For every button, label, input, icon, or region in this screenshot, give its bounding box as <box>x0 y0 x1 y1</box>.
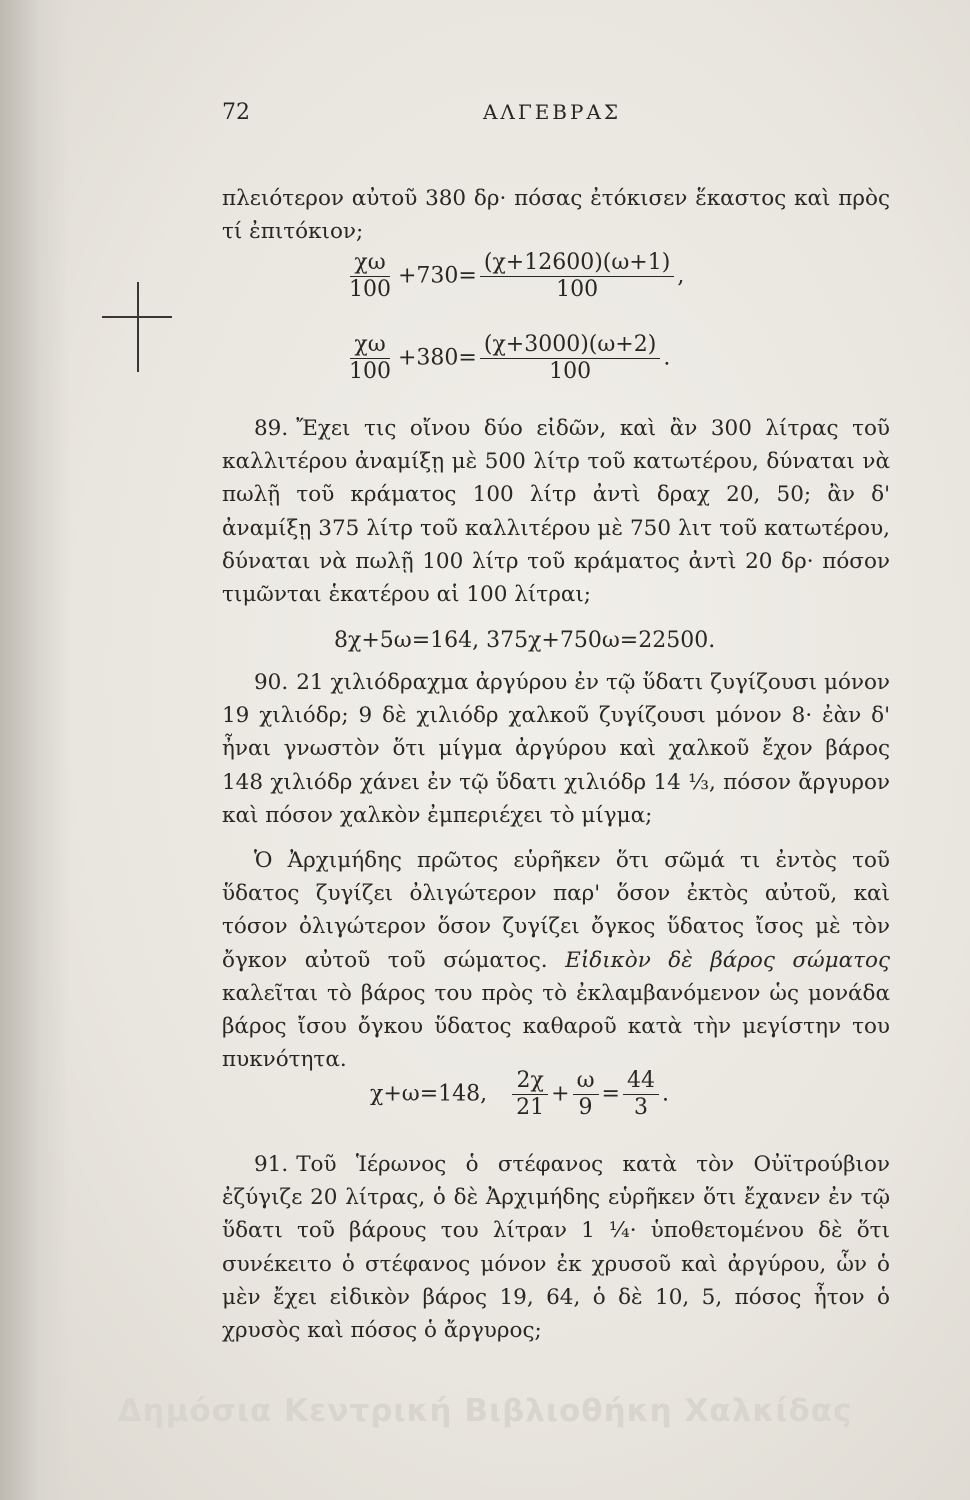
paragraph-text: Ὁ Ἀρχιμήδης πρῶτος εὑρῆκεν ὅτι σῶμά τι ἐντὸς τοῦ ὕδατος ζυγίζει ὀλιγώτερον παρ' ὅσον ἐκτὸς αὐτοῦ, καὶ τόσον ὀλιγώτερον ὅσον ζυγίζει ὄγκος ὕδατος ἴσος μὲ τὸν ὄγκον αὐτοῦ τοῦ σώματος. <box>222 848 890 973</box>
problem-90 <box>222 666 890 832</box>
equation-90 <box>370 1068 669 1121</box>
fraction-numerator: 44 <box>623 1068 659 1095</box>
equation-operator: + <box>551 1081 570 1107</box>
problem-number: 90. <box>254 670 289 695</box>
fraction <box>345 332 395 385</box>
equation-operator: = <box>601 1081 620 1107</box>
fraction-numerator: χω <box>350 250 389 277</box>
fraction-numerator: (χ+3000)(ω+2) <box>480 332 660 359</box>
problem-text: Τοῦ Ἱέρωνος ὁ στέφανος κατὰ τὸν Οὐϊτρούβιον ἐζύγιζε 20 λίτρας, ὁ δὲ Ἀρχιμήδης εὑρῆκεν ὅτι ἔχανεν ἐν τῷ ὕδατι τοῦ βάρους του λίτραν 1 ¼· ὑποθετομένου δὲ ὅτι συνέκειτο ὁ στέφανος μόνον ἐκ χρυσοῦ καὶ ἀργύρου, ὧν ὁ μὲν ἔχει εἰδικὸν βάρος 19, 64, ὁ δὲ 10, 5, πόσος ἦτον ὁ χρυσὸς καὶ πόσος ὁ ἄργυρος; <box>222 1152 890 1344</box>
equation-term: +730= <box>398 263 477 289</box>
problem-91 <box>222 1148 890 1347</box>
problem-number: 91. <box>254 1152 289 1177</box>
fraction <box>480 332 660 385</box>
library-watermark: Δημόσια Κεντρική Βιβλιοθήκη Χαλκίδας <box>117 1393 853 1429</box>
paragraph-text: καλεῖται τὸ βάρος του πρὸς τὸ ἐκλαμβανόμενον ὡς μονάδα βάρος ἴσου ὄγκου ὕδατος καθαροῦ κατὰ τὴν μεγίστην του πυκνότητα. <box>222 980 890 1073</box>
equation-term: +380= <box>398 345 477 371</box>
fraction-numerator: 2χ <box>512 1068 547 1095</box>
fraction-denominator: 100 <box>556 277 599 302</box>
equation-punctuation: . <box>661 1081 669 1107</box>
archimedes-paragraph <box>222 844 890 1076</box>
equation-88-1 <box>342 250 684 303</box>
fraction-denominator: 21 <box>516 1095 545 1120</box>
page-header <box>222 100 882 134</box>
cross-horizontal-stroke <box>102 316 172 318</box>
equation-89: 8χ+5ω=164, 375χ+750ω=22500. <box>334 628 716 653</box>
running-title: ΑΛΓΕΒΡΑΣ <box>482 100 622 124</box>
intro-paragraph: πλειότερον αὐτοῦ 380 δρ· πόσας ἐτόκισεν ἕκαστος καὶ πρὸς τί ἐπιτόκιον; <box>222 186 890 245</box>
fraction-numerator: ω <box>573 1068 599 1095</box>
fraction-denominator: 100 <box>349 277 391 302</box>
equation-punctuation: . <box>663 345 671 371</box>
problem-number: 89. <box>254 416 289 441</box>
definition-term: Εἰδικὸν δὲ βάρος σώματος <box>565 947 890 973</box>
fraction <box>573 1068 599 1121</box>
problem-89 <box>222 412 890 611</box>
fraction-numerator: χω <box>350 332 389 359</box>
fraction <box>480 250 674 303</box>
fraction-denominator: 100 <box>349 359 391 384</box>
equation-term: χ+ω=148, <box>370 1081 488 1107</box>
cross-vertical-stroke <box>137 282 139 372</box>
problem-text: 21 χιλιόδραχμα ἀργύρου ἐν τῷ ὕδατι ζυγίζουσι μόνον 19 χιλιόδρ; 9 δὲ χιλιόδρ χαλκοῦ ζυγίζουσι μόνον 8· ἐὰν δ' ἦναι γνωστὸν ὅτι μίγμα ἀργύρου καὶ χαλκοῦ ἔχον βάρος 148 χιλιόδρ χάνει ἐν τῷ ὕδατι χιλιόδρ 14 ⅓, πόσον ἄργυρον καὶ πόσον χαλκὸν ἐμπεριέχει τὸ μίγμα; <box>222 670 890 828</box>
problem-text: Ἔχει τις οἴνου δύο εἰδῶν, καὶ ἂν 300 λίτρας τοῦ καλλιτέρου ἀναμίξῃ μὲ 500 λίτρ τοῦ κατωτέρου, δύναται νὰ πωλῇ τοῦ κράματος 100 λίτρ ἀντὶ δραχ 20, 50; ἂν δ' ἀναμίξῃ 375 λίτρ τοῦ καλλιτέρου μὲ 750 λιτ τοῦ κατωτέρου, δύναται νὰ πωλῇ 100 λίτρ τοῦ κράματος ἀντὶ 20 δρ· πόσον τιμῶνται ἑκατέρου αἱ 100 λίτραι; <box>222 416 890 608</box>
margin-cross-mark <box>102 282 172 372</box>
fraction <box>512 1068 548 1121</box>
equation-88-2 <box>342 332 670 385</box>
fraction <box>345 250 395 303</box>
fraction-numerator: (χ+12600)(ω+1) <box>480 250 674 277</box>
equation-punctuation: , <box>677 263 685 289</box>
fraction-denominator: 3 <box>633 1095 648 1120</box>
binding-shadow <box>0 0 70 1500</box>
fraction <box>623 1068 659 1121</box>
fraction-denominator: 9 <box>578 1095 593 1120</box>
page-number: 72 <box>222 100 250 125</box>
fraction-denominator: 100 <box>549 359 592 384</box>
